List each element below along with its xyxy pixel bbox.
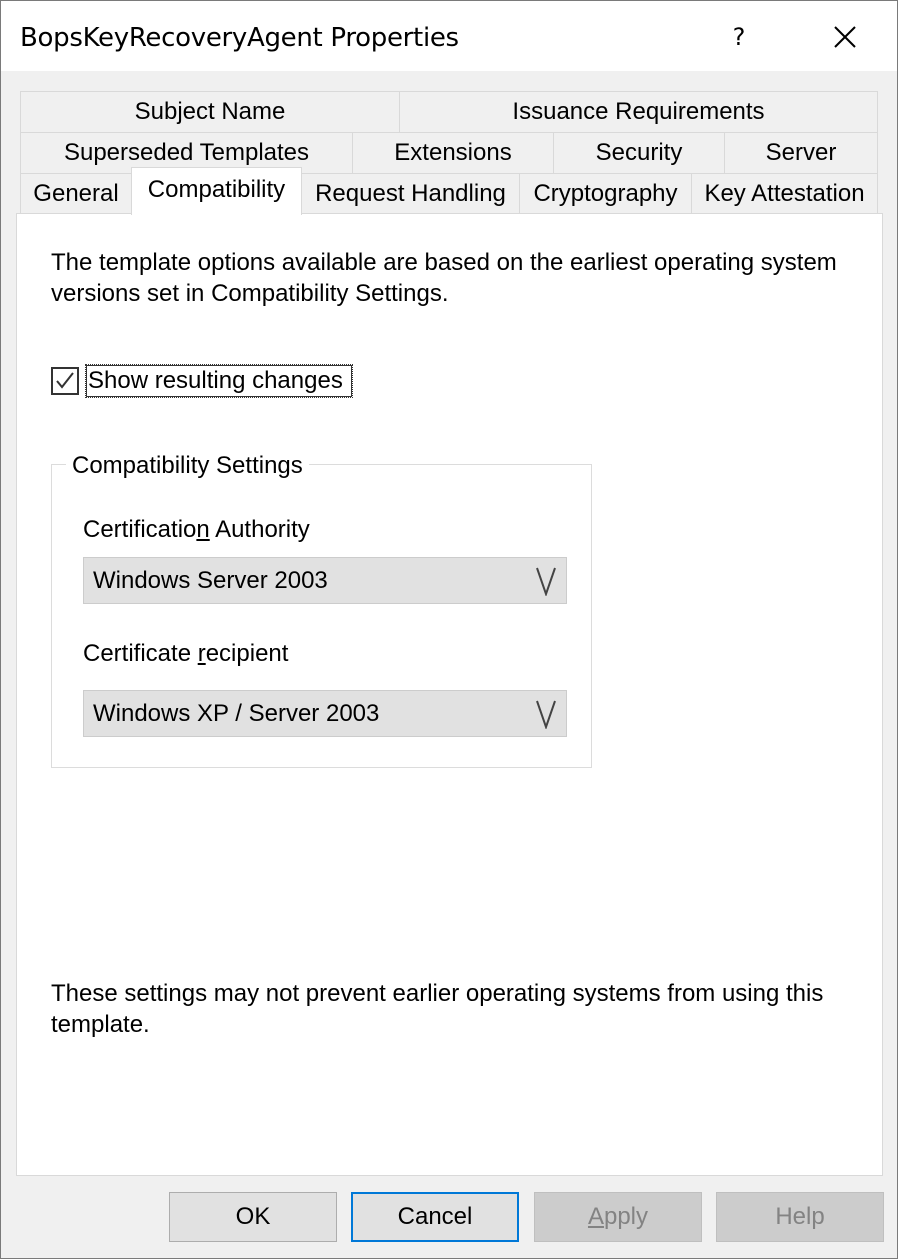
compatibility-settings-group bbox=[51, 452, 592, 768]
title-bar[interactable] bbox=[1, 1, 897, 71]
recipient-label-accel: r bbox=[197, 640, 206, 667]
tab-cryptography[interactable]: Cryptography bbox=[519, 173, 692, 214]
ca-label-post: Authority bbox=[209, 516, 310, 543]
help-button[interactable]: Help bbox=[716, 1192, 884, 1242]
close-glyph bbox=[833, 25, 857, 49]
tab-extensions[interactable]: Extensions bbox=[352, 132, 554, 173]
tab-superseded-templates[interactable]: Superseded Templates bbox=[20, 132, 353, 173]
help-icon[interactable]: ? bbox=[732, 23, 746, 51]
tab-issuance-requirements[interactable]: Issuance Requirements bbox=[399, 91, 878, 132]
tab-compatibility[interactable]: Compatibility bbox=[131, 167, 302, 215]
recipient-select[interactable] bbox=[83, 690, 567, 737]
show-changes-checkbox[interactable] bbox=[51, 367, 79, 395]
recipient-select-value: Windows XP / Server 2003 bbox=[93, 700, 380, 727]
cancel-button[interactable]: Cancel bbox=[351, 1192, 519, 1242]
recipient-label-pre: Certificate bbox=[83, 640, 198, 667]
ca-select-value: Windows Server 2003 bbox=[93, 567, 328, 594]
intro-line-1: The template options available are based on the earliest operating system bbox=[51, 249, 837, 276]
intro-text bbox=[51, 247, 837, 309]
recipient-label-post: ecipient bbox=[205, 640, 289, 667]
ok-button[interactable]: OK bbox=[169, 1192, 337, 1242]
footer-note-line-2: template. bbox=[51, 1011, 150, 1038]
apply-rest: pply bbox=[603, 1203, 649, 1230]
apply-button[interactable] bbox=[534, 1192, 702, 1242]
footer-note bbox=[51, 978, 823, 1040]
apply-accel: A bbox=[587, 1203, 604, 1230]
ca-label-pre: Certificatio bbox=[83, 516, 197, 543]
tab-request-handling[interactable]: Request Handling bbox=[301, 173, 520, 214]
checkmark-icon bbox=[55, 371, 75, 391]
tab-general[interactable]: General bbox=[20, 173, 132, 214]
show-changes-label[interactable]: Show resulting changes bbox=[86, 365, 352, 397]
tab-server[interactable]: Server bbox=[724, 132, 878, 173]
tab-key-attestation[interactable]: Key Attestation bbox=[691, 173, 878, 214]
window-title: BopsKeyRecoveryAgent Properties bbox=[20, 23, 459, 53]
intro-line-2: versions set in Compatibility Settings. bbox=[51, 280, 449, 307]
tab-security[interactable]: Security bbox=[553, 132, 725, 173]
chevron-down-icon[interactable] bbox=[534, 699, 558, 729]
ca-select[interactable] bbox=[83, 557, 567, 604]
ca-label-accel: n bbox=[196, 516, 210, 543]
recipient-label bbox=[83, 639, 288, 669]
group-title: Compatibility Settings bbox=[66, 451, 309, 481]
close-icon[interactable] bbox=[815, 15, 875, 59]
tab-subject-name[interactable]: Subject Name bbox=[20, 91, 400, 132]
footer-note-line-1: These settings may not prevent earlier operating systems from using this bbox=[51, 980, 824, 1007]
ca-label bbox=[83, 515, 310, 545]
chevron-down-icon[interactable] bbox=[534, 566, 558, 596]
